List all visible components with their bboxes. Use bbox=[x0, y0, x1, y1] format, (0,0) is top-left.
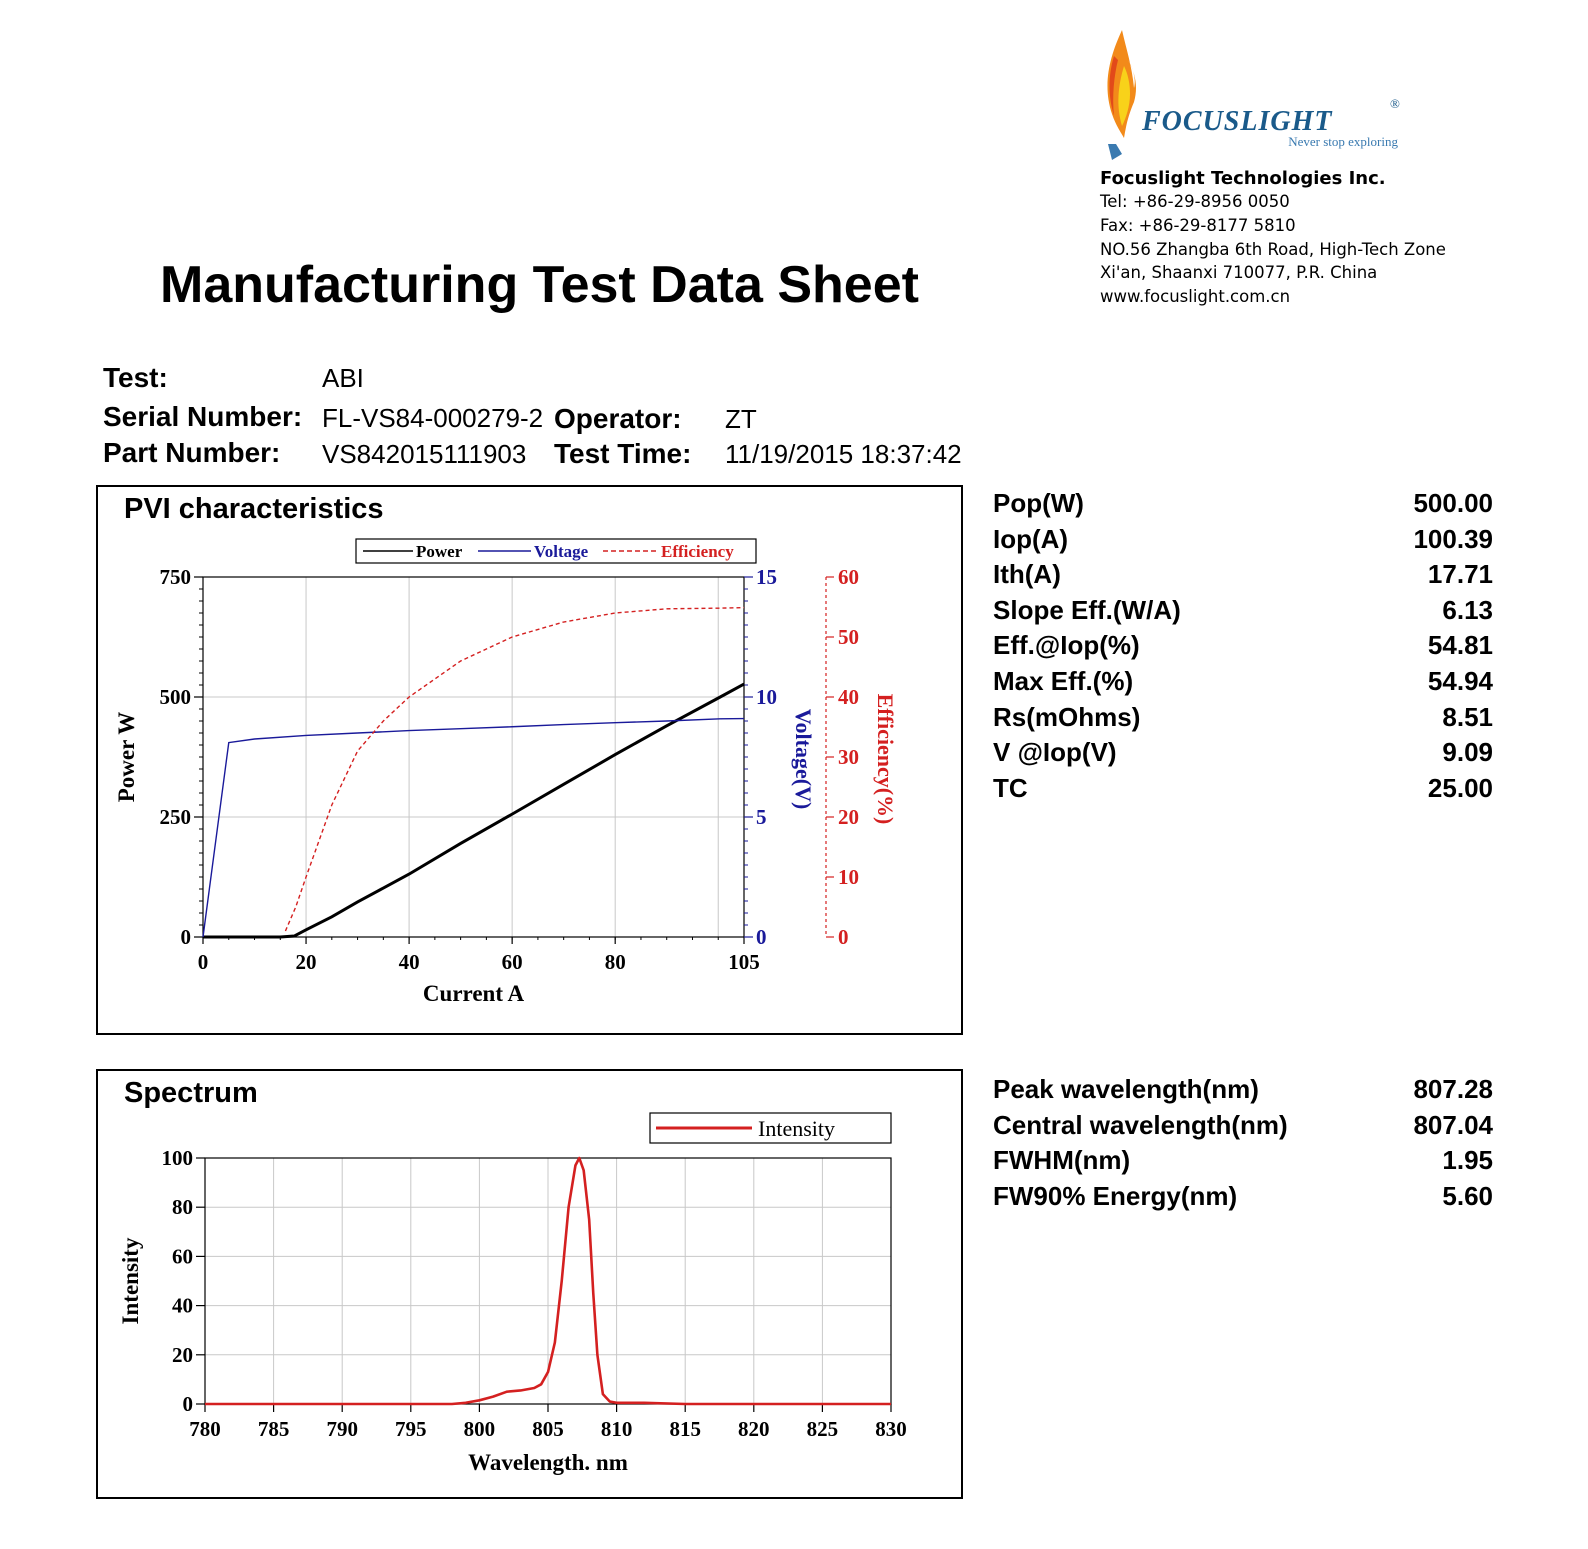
x-tick-label: 820 bbox=[738, 1417, 770, 1441]
param-label: Pop(W) bbox=[993, 488, 1084, 518]
efficiency-tick-label: 10 bbox=[838, 865, 859, 889]
test-time-value: 11/19/2015 18:37:42 bbox=[725, 439, 962, 469]
param-label: Ith(A) bbox=[993, 559, 1061, 590]
param-value: 500.00 bbox=[1413, 488, 1493, 518]
x-tick-label: 0 bbox=[197, 950, 209, 974]
spectrum-panel bbox=[96, 1069, 963, 1499]
company-name: Focuslight Technologies Inc. bbox=[1100, 168, 1386, 189]
page-title: Manufacturing Test Data Sheet bbox=[160, 256, 919, 314]
x-tick-label: 795 bbox=[395, 1417, 427, 1441]
x-tick-label: 785 bbox=[257, 1417, 290, 1441]
x-tick-label: 105 bbox=[728, 950, 760, 974]
y-tick-label: 20 bbox=[172, 1342, 193, 1367]
part-number-value: VS842015111903 bbox=[322, 439, 527, 469]
voltage-tick-label: 0 bbox=[756, 925, 767, 949]
voltage-tick-label: 10 bbox=[756, 685, 777, 709]
efficiency-tick-label: 40 bbox=[838, 685, 859, 709]
plot-frame bbox=[203, 577, 744, 937]
param-value: 54.81 bbox=[1427, 630, 1493, 661]
y-tick-label: 80 bbox=[172, 1195, 193, 1220]
param-label: FW90% Energy(nm) bbox=[993, 1180, 1238, 1211]
test-value: ABI bbox=[322, 363, 364, 393]
pvi-grid bbox=[203, 577, 744, 937]
company-fax: Fax: +86-29-8177 5810 bbox=[1100, 216, 1296, 235]
company-website: www.focuslight.com.cn bbox=[1100, 287, 1291, 306]
param-value: 25.00 bbox=[1427, 772, 1493, 803]
pvi-chart-title: PVI characteristics bbox=[124, 493, 384, 525]
series-voltage-line bbox=[203, 719, 744, 937]
param-label: Slope Eff.(W/A) bbox=[993, 594, 1181, 625]
series-power-line bbox=[203, 684, 744, 937]
pvi-panel bbox=[96, 485, 963, 1035]
y-tick-label: 0 bbox=[180, 925, 191, 949]
x-tick-label: 790 bbox=[326, 1417, 358, 1441]
voltage-tick-label: 15 bbox=[756, 565, 777, 589]
x-tick-label: 825 bbox=[806, 1417, 839, 1441]
test-label: Test: bbox=[103, 362, 168, 393]
param-value: 5.60 bbox=[1442, 1180, 1493, 1211]
efficiency-tick-label: 50 bbox=[838, 625, 859, 649]
efficiency-tick-label: 20 bbox=[838, 805, 859, 829]
x-axis-label: Current A bbox=[422, 981, 525, 1006]
param-label: FWHM(nm) bbox=[993, 1145, 1131, 1176]
param-value: 100.39 bbox=[1413, 523, 1493, 554]
x-tick-label: 40 bbox=[398, 950, 420, 974]
flame-icon bbox=[1100, 26, 1420, 166]
param-value: 9.09 bbox=[1442, 737, 1493, 768]
spectrum-chart bbox=[98, 1071, 961, 1497]
param-value: 54.94 bbox=[1427, 666, 1493, 696]
legend-label: Voltage bbox=[534, 542, 589, 561]
x-tick-label: 20 bbox=[295, 950, 317, 974]
registered-mark: ® bbox=[1390, 96, 1400, 111]
y-tick-label: 100 bbox=[161, 1146, 193, 1170]
legend-label: Efficiency bbox=[661, 542, 734, 561]
param-value: 807.04 bbox=[1413, 1109, 1493, 1140]
series-efficiency-line bbox=[285, 608, 744, 931]
x-tick-label: 805 bbox=[532, 1417, 564, 1441]
operator-label: Operator: bbox=[554, 403, 682, 434]
y-tick-label: 250 bbox=[159, 805, 191, 829]
company-address-line1: NO.56 Zhangba 6th Road, High-Tech Zone bbox=[1100, 240, 1446, 259]
x-axis-label: Wavelength. nm bbox=[468, 1450, 628, 1475]
spectrum-chart-title: Spectrum bbox=[124, 1077, 258, 1109]
company-address-line2: Xi'an, Shaanxi 710077, P.R. China bbox=[1100, 263, 1378, 282]
param-value: 6.13 bbox=[1442, 594, 1493, 625]
y-tick-label: 0 bbox=[182, 1392, 193, 1416]
y-tick-label: 750 bbox=[159, 565, 191, 589]
y-axis-label: Intensity bbox=[118, 1237, 143, 1325]
param-value: 8.51 bbox=[1442, 701, 1493, 732]
param-value: 807.28 bbox=[1413, 1074, 1493, 1104]
serial-number-value: FL-VS84-000279-2 bbox=[322, 403, 544, 433]
operator-value: ZT bbox=[725, 404, 757, 434]
param-label: V @Iop(V) bbox=[993, 737, 1117, 768]
pvi-chart bbox=[98, 487, 961, 1033]
voltage-axis-label: Voltage(V) bbox=[791, 708, 816, 810]
x-tick-label: 815 bbox=[669, 1417, 701, 1441]
param-label: Central wavelength(nm) bbox=[993, 1109, 1288, 1140]
efficiency-axis-label: Efficiency(%) bbox=[873, 693, 898, 825]
voltage-tick-label: 5 bbox=[756, 805, 767, 829]
test-time-label: Test Time: bbox=[554, 438, 692, 469]
legend-label: Intensity bbox=[758, 1116, 835, 1141]
x-tick-label: 780 bbox=[189, 1417, 221, 1441]
efficiency-tick-label: 30 bbox=[838, 745, 859, 769]
param-label: Eff.@Iop(%) bbox=[993, 630, 1140, 661]
legend-label: Power bbox=[416, 542, 463, 561]
x-tick-label: 60 bbox=[501, 950, 523, 974]
logo-name: FOCUSLIGHT bbox=[1142, 106, 1333, 137]
spectrum-legend bbox=[650, 1113, 891, 1143]
pvi-legend bbox=[356, 539, 756, 563]
efficiency-tick-label: 0 bbox=[838, 925, 849, 949]
efficiency-tick-label: 60 bbox=[838, 565, 859, 589]
x-tick-label: 810 bbox=[600, 1417, 633, 1441]
logo-tagline: Never stop exploring bbox=[1288, 134, 1398, 149]
param-label: TC bbox=[993, 772, 1028, 803]
focuslight-logo bbox=[1100, 26, 1420, 166]
param-label: Peak wavelength(nm) bbox=[993, 1074, 1259, 1104]
company-tel: Tel: +86-29-8956 0050 bbox=[1100, 192, 1290, 211]
x-tick-label: 800 bbox=[463, 1417, 496, 1441]
param-label: Max Eff.(%) bbox=[993, 666, 1134, 696]
y-tick-label: 60 bbox=[172, 1244, 193, 1269]
y-tick-label: 40 bbox=[172, 1293, 193, 1318]
param-label: Rs(mOhms) bbox=[993, 701, 1141, 732]
part-number-label: Part Number: bbox=[103, 437, 281, 468]
left-axis-label: Power W bbox=[114, 711, 139, 803]
serial-number-label: Serial Number: bbox=[103, 401, 303, 432]
x-tick-label: 80 bbox=[604, 950, 626, 974]
param-label: Iop(A) bbox=[993, 523, 1069, 554]
param-value: 17.71 bbox=[1427, 559, 1493, 590]
param-value: 1.95 bbox=[1442, 1145, 1493, 1176]
x-tick-label: 830 bbox=[875, 1417, 907, 1441]
y-tick-label: 500 bbox=[159, 685, 191, 709]
